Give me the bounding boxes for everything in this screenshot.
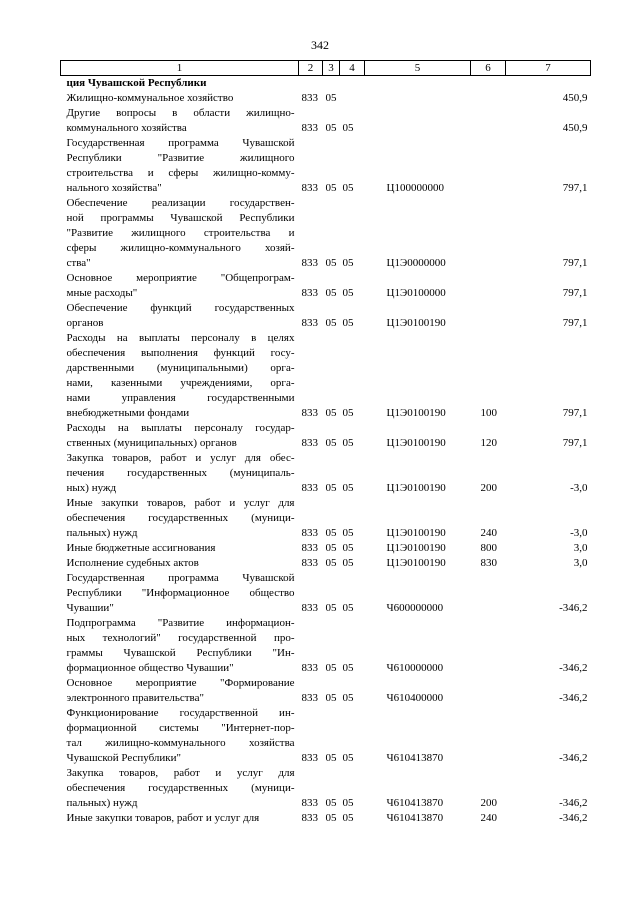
row-name-line: Расходы на выплаты персоналу в целях	[66, 332, 295, 344]
row-name-line: Основное мероприятие "Общепрограм-	[66, 272, 295, 284]
target-article-code: Ч610000000	[386, 662, 444, 674]
row-name-line: Чувашской Республики"	[66, 752, 182, 764]
column-header: 3	[323, 61, 340, 76]
section-code: 05	[325, 527, 337, 539]
target-article-code: Ц1Э0100190	[386, 557, 446, 569]
row-name-line: строительства и сферы жилищно-комму-	[66, 167, 295, 179]
subsection-code: 05	[342, 257, 354, 269]
row-name-line: нального хозяйства"	[66, 182, 162, 194]
ministry-code: 833	[301, 812, 318, 824]
row-name-line: Подпрограмма "Развитие информацион-	[66, 617, 295, 629]
target-article-code: Ч610413870	[386, 797, 444, 809]
row-name-line: Функционирование государственной ин-	[66, 707, 295, 719]
row-name-line: мные расходы"	[66, 287, 138, 299]
row-name-line: ных технологий" государственной про-	[66, 632, 295, 644]
ministry-code: 833	[301, 662, 318, 674]
amount: 797,1	[562, 317, 588, 329]
target-article-code: Ч610400000	[386, 692, 444, 704]
table-row	[61, 91, 591, 106]
section-code: 05	[325, 182, 337, 194]
budget-table	[60, 60, 591, 826]
amount: 797,1	[562, 257, 588, 269]
amount: -3,0	[570, 482, 588, 494]
ministry-code: 833	[301, 602, 318, 614]
amount: 797,1	[562, 182, 588, 194]
amount: 450,9	[562, 92, 588, 104]
subsection-code: 05	[342, 182, 354, 194]
ministry-code: 833	[301, 257, 318, 269]
row-name	[61, 766, 299, 811]
row-name	[61, 331, 299, 421]
row-name-line: ной программы Чувашской Республики	[66, 212, 295, 224]
section-code: 05	[325, 437, 337, 449]
ministry-code: 833	[301, 557, 318, 569]
section-code: 05	[325, 317, 337, 329]
row-name	[61, 196, 299, 271]
subsection-code	[340, 91, 365, 106]
target-article-code: Ч610413870	[386, 752, 444, 764]
table-body	[61, 76, 591, 827]
section-continuation-row	[61, 76, 591, 92]
target-article-code: Ц1Э0100190	[386, 407, 446, 419]
expense-type-code: 120	[480, 437, 497, 449]
expense-type-code: 240	[480, 527, 497, 539]
row-name	[61, 271, 299, 301]
row-name-line: "Развитие жилищного строительства и	[66, 227, 295, 239]
row-name-line: формационное общество Чувашии"	[66, 662, 234, 674]
ministry-code: 833	[301, 752, 318, 764]
subsection-code: 05	[342, 287, 354, 299]
section-code: 05	[325, 122, 337, 134]
expense-type-code: 200	[480, 482, 497, 494]
row-name-line: дарственными (муниципальными) орга-	[66, 362, 295, 374]
row-name-line: Государственная программа Чувашской	[66, 137, 295, 149]
row-name	[61, 91, 299, 106]
ministry-code: 833	[301, 122, 318, 134]
column-header: 6	[471, 61, 506, 76]
row-name-line: обеспечения государственных (муници-	[66, 782, 295, 794]
row-name-line: нами управления государственными	[66, 392, 295, 404]
amount: -346,2	[559, 797, 588, 809]
row-name-line: органов	[66, 317, 104, 329]
table-row	[61, 421, 591, 451]
row-name	[61, 451, 299, 496]
row-name	[61, 541, 299, 556]
expense-type-code	[471, 136, 506, 196]
row-name-line: Исполнение судебных актов	[66, 557, 199, 569]
row-name-line: Иные бюджетные ассигнования	[66, 542, 216, 554]
target-article-code: Ц1Э0100190	[386, 527, 446, 539]
subsection-code: 05	[342, 317, 354, 329]
row-name-line: пальных) нужд	[66, 797, 138, 809]
section-code: 05	[325, 692, 337, 704]
column-header: 2	[299, 61, 323, 76]
subsection-code: 05	[342, 602, 354, 614]
row-name-line: Республики "Развитие жилищного	[66, 152, 295, 164]
row-name-line: Иные закупки товаров, работ и услуг для	[66, 497, 295, 509]
ministry-code: 833	[301, 527, 318, 539]
subsection-code: 05	[342, 812, 354, 824]
table-row	[61, 676, 591, 706]
ministry-code: 833	[301, 437, 318, 449]
amount: 797,1	[562, 437, 588, 449]
row-name-line: Другие вопросы в области жилищно-	[66, 107, 295, 119]
row-name	[61, 571, 299, 616]
column-header: 7	[506, 61, 591, 76]
amount: 3,0	[573, 557, 588, 569]
subsection-code: 05	[342, 752, 354, 764]
subsection-code: 05	[342, 407, 354, 419]
row-name-line: Чувашии"	[66, 602, 114, 614]
section-code: 05	[325, 287, 337, 299]
amount: 797,1	[562, 287, 588, 299]
row-name-line: Жилищно-коммунальное хозяйство	[66, 92, 234, 104]
expense-type-code: 800	[480, 542, 497, 554]
ministry-code: 833	[301, 182, 318, 194]
row-name-line: Основное мероприятие "Формирование	[66, 677, 295, 689]
page-number: 342	[311, 38, 329, 52]
section-code: 05	[325, 812, 337, 824]
target-article-code: Ц1Э0100000	[386, 287, 446, 299]
target-article-code: Ц1Э0100190	[386, 542, 446, 554]
row-name-line: Республики "Информационное общество	[66, 587, 295, 599]
target-article-code: Ц1Э0100190	[386, 437, 446, 449]
row-name	[61, 421, 299, 451]
row-name-line: внебюджетными фондами	[66, 407, 190, 419]
expense-type-code	[471, 616, 506, 676]
ministry-code: 833	[301, 692, 318, 704]
section-title: ция Чувашской Республики	[66, 77, 207, 89]
table-row	[61, 541, 591, 556]
expense-type-code: 830	[480, 557, 497, 569]
row-name-line: ственных (муниципальных) органов	[66, 437, 237, 449]
section-code: 05	[325, 557, 337, 569]
column-header: 4	[340, 61, 365, 76]
amount: 450,9	[562, 122, 588, 134]
column-header: 5	[365, 61, 471, 76]
row-name-line: Закупка товаров, работ и услуг для обес-	[66, 452, 295, 464]
row-name	[61, 556, 299, 571]
amount: -346,2	[559, 662, 588, 674]
section-code: 05	[325, 662, 337, 674]
row-name-line: нами, казенными учреждениями, орга-	[66, 377, 295, 389]
expense-type-code	[471, 571, 506, 616]
row-name-line: ства"	[66, 257, 91, 269]
row-name	[61, 136, 299, 196]
subsection-code: 05	[342, 557, 354, 569]
section-code: 05	[325, 602, 337, 614]
target-article-code: Ц1Э0000000	[386, 257, 446, 269]
amount: -346,2	[559, 752, 588, 764]
amount: 3,0	[573, 542, 588, 554]
amount: -346,2	[559, 692, 588, 704]
amount: -3,0	[570, 527, 588, 539]
subsection-code: 05	[342, 797, 354, 809]
row-name-line: граммы Чувашской Республики "Ин-	[66, 647, 295, 659]
row-name-line: Государственная программа Чувашской	[66, 572, 295, 584]
section-code: 05	[325, 752, 337, 764]
table-row	[61, 766, 591, 811]
section-code: 05	[325, 482, 337, 494]
section-code: 05	[325, 257, 337, 269]
table-row	[61, 811, 591, 826]
table-row	[61, 136, 591, 196]
table-row	[61, 106, 591, 136]
subsection-code: 05	[342, 662, 354, 674]
expense-type-code: 240	[480, 812, 497, 824]
section-code: 05	[325, 542, 337, 554]
row-name	[61, 301, 299, 331]
amount: -346,2	[559, 602, 588, 614]
target-article-code: Ц1Э0100190	[386, 317, 446, 329]
section-code: 05	[325, 407, 337, 419]
section-code: 05	[325, 797, 337, 809]
row-name-line: коммунального хозяйства	[66, 122, 187, 134]
column-header: 1	[61, 61, 299, 76]
target-article-code	[365, 106, 471, 136]
subsection-code: 05	[342, 692, 354, 704]
subsection-code: 05	[342, 542, 354, 554]
ministry-code: 833	[301, 797, 318, 809]
row-name-line: тал жилищно-коммунального хозяйства	[66, 737, 295, 749]
expense-type-code	[471, 676, 506, 706]
ministry-code: 833	[301, 407, 318, 419]
table-row	[61, 616, 591, 676]
subsection-code: 05	[342, 122, 354, 134]
table-row	[61, 301, 591, 331]
subsection-code: 05	[342, 527, 354, 539]
row-name-line: Расходы на выплаты персоналу государ-	[66, 422, 295, 434]
target-article-code: Ц100000000	[386, 182, 444, 194]
expense-type-code	[471, 91, 506, 106]
row-name-line: пальных) нужд	[66, 527, 138, 539]
row-name-line: электронного правительства"	[66, 692, 204, 704]
table-row	[61, 706, 591, 766]
row-name-line: печения государственных (муниципаль-	[66, 467, 295, 479]
target-article-code: Ч600000000	[386, 602, 444, 614]
expense-type-code	[471, 301, 506, 331]
column-header-row	[61, 61, 591, 76]
amount: -346,2	[559, 812, 588, 824]
ministry-code: 833	[301, 542, 318, 554]
subsection-code: 05	[342, 437, 354, 449]
table-row	[61, 271, 591, 301]
table-row	[61, 451, 591, 496]
expense-type-code	[471, 706, 506, 766]
expense-type-code	[471, 271, 506, 301]
row-name	[61, 811, 299, 826]
row-name-line: обеспечения выполнения функций госу-	[66, 347, 295, 359]
ministry-code: 833	[301, 482, 318, 494]
section-code: 05	[325, 92, 337, 104]
table-row	[61, 556, 591, 571]
row-name	[61, 106, 299, 136]
row-name-line: обеспечения государственных (муници-	[66, 512, 295, 524]
row-name-line: формационной системы "Интернет-пор-	[66, 722, 295, 734]
table-row	[61, 331, 591, 421]
table-row	[61, 496, 591, 541]
ministry-code: 833	[301, 317, 318, 329]
expense-type-code	[471, 196, 506, 271]
row-name-line: ных) нужд	[66, 482, 117, 494]
amount: 797,1	[562, 407, 588, 419]
target-article-code	[365, 91, 471, 106]
row-name-line: Обеспечение функций государственных	[66, 302, 295, 314]
row-name-line: Закупка товаров, работ и услуг для	[66, 767, 295, 779]
row-name-line: Иные закупки товаров, работ и услуг для	[66, 812, 260, 824]
row-name	[61, 706, 299, 766]
target-article-code: Ч610413870	[386, 812, 444, 824]
subsection-code: 05	[342, 482, 354, 494]
row-name	[61, 616, 299, 676]
target-article-code: Ц1Э0100190	[386, 482, 446, 494]
expense-type-code	[471, 106, 506, 136]
expense-type-code: 100	[480, 407, 497, 419]
row-name-line: Обеспечение реализации государствен-	[66, 197, 295, 209]
expense-type-code: 200	[480, 797, 497, 809]
row-name	[61, 496, 299, 541]
row-name-line: сферы жилищно-коммунального хозяй-	[66, 242, 295, 254]
table-row	[61, 196, 591, 271]
table-row	[61, 571, 591, 616]
ministry-code: 833	[301, 92, 318, 104]
row-name	[61, 676, 299, 706]
ministry-code: 833	[301, 287, 318, 299]
